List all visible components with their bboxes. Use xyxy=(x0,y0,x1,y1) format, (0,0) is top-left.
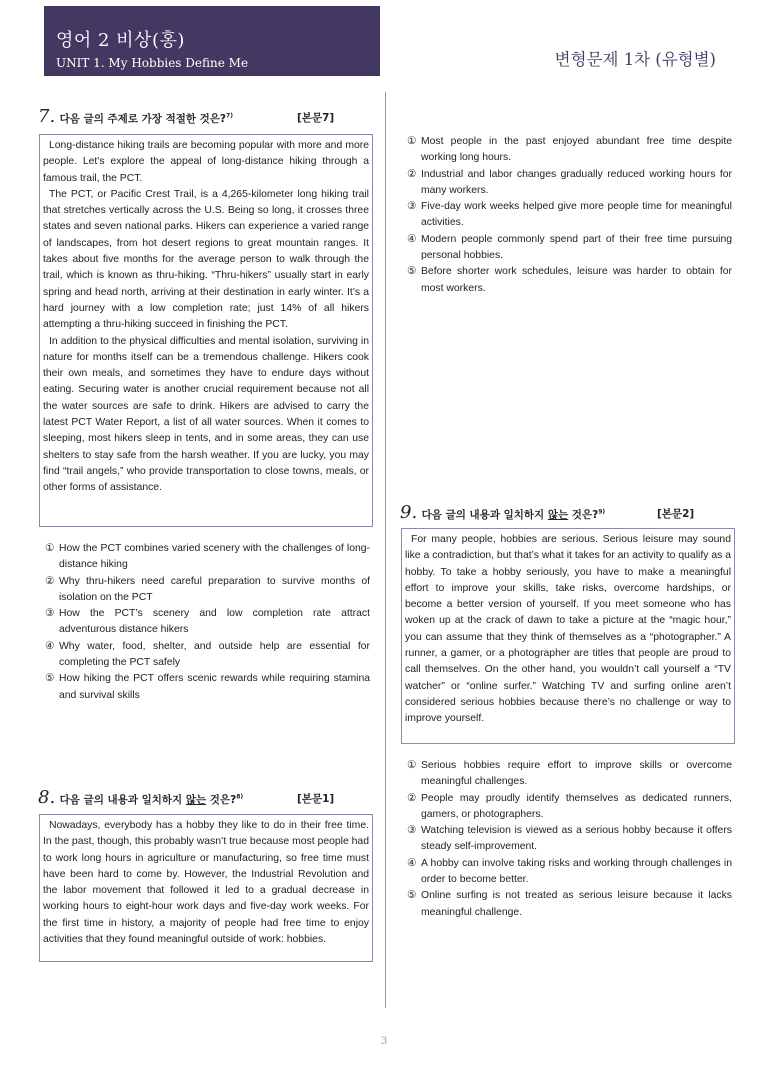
question-7-number: 7. xyxy=(38,106,56,127)
answer-option-2[interactable] xyxy=(407,791,732,824)
question-9-text-underlined: 않는 xyxy=(547,509,569,521)
question-7-source: [본문7] xyxy=(297,112,335,124)
question-8-source: [본문1] xyxy=(297,793,335,805)
option-marker: ② xyxy=(45,575,55,587)
question-8-options xyxy=(407,134,732,297)
passage-paragraph: For many people, hobbies are serious. Serious leisure may sound like a contradiction, but that’s what it takes for an activity to qualify as a hobby. To take a hobby seriously, you have to make a meaningful effort to improve your skills, take risks, overcome hardships, or become a better version of yourself. If you meet someone who has woken up at the crack of dawn to take a picture at the “magic hour,” you can assume that they think of themselves as a “photographer.” A runner, a gamer, or a photographer are titles that people are proud to call themselves. On the other hand, you wouldn’t call yourself a “TV watcher” or “online surfer.” Watching TV and surfing online aren’t considered serious hobbies because there’s no challenge or way to improve yourself. xyxy=(405,534,731,725)
page-number: 3 xyxy=(380,1036,388,1047)
option-marker: ② xyxy=(407,168,417,180)
option-text: How the PCT combines varied scenery with the challenges of long-distance hiking xyxy=(59,543,370,571)
header-unit: UNIT 1. My Hobbies Define Me xyxy=(56,56,249,70)
option-text: Modern people commonly spend part of their free time pursuing personal hobbies. xyxy=(421,233,732,262)
passage-paragraph: Long-distance hiking trails are becoming popular with more and more people. Let’s explore the appeal of long-distance hiking through a famous trail, the PCT. xyxy=(43,140,369,184)
question-7-text: 다음 글의 주제로 가장 적절한 것은? xyxy=(59,113,227,125)
question-8-text-post: 것은? xyxy=(206,794,237,806)
question-8-number: 8. xyxy=(38,787,56,808)
header-title: 영어 2 비상(홍) xyxy=(56,30,185,51)
option-marker: ⑤ xyxy=(45,673,55,685)
answer-option-1[interactable] xyxy=(407,134,732,167)
option-text: Why thru-hikers need careful preparation to survive months of isolation on the PCT xyxy=(59,575,370,603)
option-text: A hobby can involve taking risks and working through challenges in order to become better. xyxy=(421,857,732,886)
question-8-text-underlined: 않는 xyxy=(185,794,207,806)
question-9-footnote: 9) xyxy=(598,508,606,516)
question-9-text-post: 것은? xyxy=(568,509,599,521)
option-marker: ① xyxy=(407,760,417,771)
answer-option-3[interactable] xyxy=(45,606,370,639)
option-text: Most people in the past enjoyed abundant free time despite working long hours. xyxy=(421,136,732,164)
header-banner xyxy=(44,6,380,76)
passage-paragraph: In addition to the physical difficulties and mental isolation, surviving in nature for months itself can be a tremendous challenge. Hikers cook their own meals, and sometimes they have to endure days without eating. Securing water is another crucial requirement because not all the water sources are safe to drink. Hikers are advised to carry the latest PCT Water Report, a list of all water sources. When it comes to sleeping, most hikers sleep in tents, and in some areas, they can use shelters to stay safe from the harsh weather. If you are lucky, you may find “trail angels,” who provide transportation to close towns, meals, or other forms of assistance. xyxy=(43,335,369,494)
option-text: Watching television is viewed as a serious hobby because it offers steady self-improvement. xyxy=(421,825,732,853)
answer-option-1[interactable] xyxy=(407,758,732,791)
column-divider xyxy=(385,92,386,1008)
option-marker: ③ xyxy=(407,825,417,837)
option-text: How the PCT’s scenery and low completion rate attract adventurous distance hikers xyxy=(59,608,370,636)
option-text: Why water, food, shelter, and outside help are essential for completing the PCT safely xyxy=(59,640,370,669)
option-marker: ④ xyxy=(407,233,417,245)
answer-option-1[interactable] xyxy=(45,541,370,574)
option-text: Before shorter work schedules, leisure was harder to obtain for most workers. xyxy=(421,266,732,294)
question-9-passage xyxy=(401,528,735,744)
question-8-heading xyxy=(38,787,378,807)
answer-option-4[interactable] xyxy=(407,232,732,265)
answer-option-5[interactable] xyxy=(45,671,370,704)
question-9-options xyxy=(407,758,732,921)
question-7-heading xyxy=(38,106,378,126)
option-text: How hiking the PCT offers scenic rewards while requiring stamina and survival skills xyxy=(59,673,370,701)
passage-paragraph: Nowadays, everybody has a hobby they like to do in their free time. In the past, though, this probably wasn’t true because most people had to work long hours in agriculture or manufacturing, so free time must have been hard to come by. However, the Industrial Revolution and the labor movement that followed it led to a gradual decrease in working hours to eight-hour work days and five-day work weeks. For the first time in history, a majority of people had free time to enjoy activities that they found meaningful outside of work: hobbies. xyxy=(43,820,369,946)
question-9-source: [본문2] xyxy=(657,508,695,520)
answer-option-4[interactable] xyxy=(407,856,732,889)
option-marker: ③ xyxy=(407,201,417,213)
header-exam-title: 변형문제 1차 (유형별) xyxy=(554,50,716,69)
option-text: People may proudly identify themselves as dedicated runners, gamers, or photographers. xyxy=(421,792,732,820)
option-marker: ① xyxy=(407,136,417,147)
answer-option-5[interactable] xyxy=(407,888,732,921)
option-text: Online surfing is not treated as serious leisure because it lacks meaningful challenge. xyxy=(421,890,732,918)
answer-option-4[interactable] xyxy=(45,639,370,672)
option-text: Serious hobbies require effort to improve skills or overcome meaningful challenges. xyxy=(421,760,732,788)
option-marker: ④ xyxy=(407,857,417,869)
answer-option-3[interactable] xyxy=(407,199,732,232)
option-text: Industrial and labor changes gradually reduced working hours for many workers. xyxy=(421,168,732,196)
option-marker: ⑤ xyxy=(407,266,417,278)
question-8-text-pre: 다음 글의 내용과 일치하지 xyxy=(59,794,186,806)
option-marker: ③ xyxy=(45,608,55,620)
question-8-footnote: 8) xyxy=(236,793,244,801)
answer-option-2[interactable] xyxy=(407,167,732,200)
option-marker: ② xyxy=(407,792,417,804)
answer-option-3[interactable] xyxy=(407,823,732,856)
option-marker: ⑤ xyxy=(407,890,417,902)
question-7-passage xyxy=(39,134,373,527)
option-marker: ① xyxy=(45,543,55,554)
question-7-options xyxy=(45,541,370,704)
question-9-number: 9. xyxy=(400,502,418,523)
option-marker: ④ xyxy=(45,640,55,652)
question-9-text-pre: 다음 글의 내용과 일치하지 xyxy=(421,509,548,521)
answer-option-5[interactable] xyxy=(407,264,732,297)
option-text: Five-day work weeks helped give more people time for meaningful activities. xyxy=(421,201,732,229)
passage-paragraph: The PCT, or Pacific Crest Trail, is a 4,265-kilometer long hiking trail that stretches vertically across the U.S. Being so long, it crosses three states and seven national parks. Hikers can experience a varied range of landscapes, from hot desert regions to great mountain ranges. It takes about five months for the average person to walk through the trail, which is known as thru-hiking. “Thru-hikers” usually start in early spring and head north, arriving at their destination in early winter. It’s a hard journey with a low completion rate; just 14% of all hikers attempting a thru-hiking succeed in finishing the PCT. xyxy=(43,188,369,331)
question-9-heading xyxy=(400,502,740,522)
answer-option-2[interactable] xyxy=(45,574,370,607)
question-7-footnote: 7) xyxy=(226,112,233,120)
question-8-passage xyxy=(39,814,373,962)
